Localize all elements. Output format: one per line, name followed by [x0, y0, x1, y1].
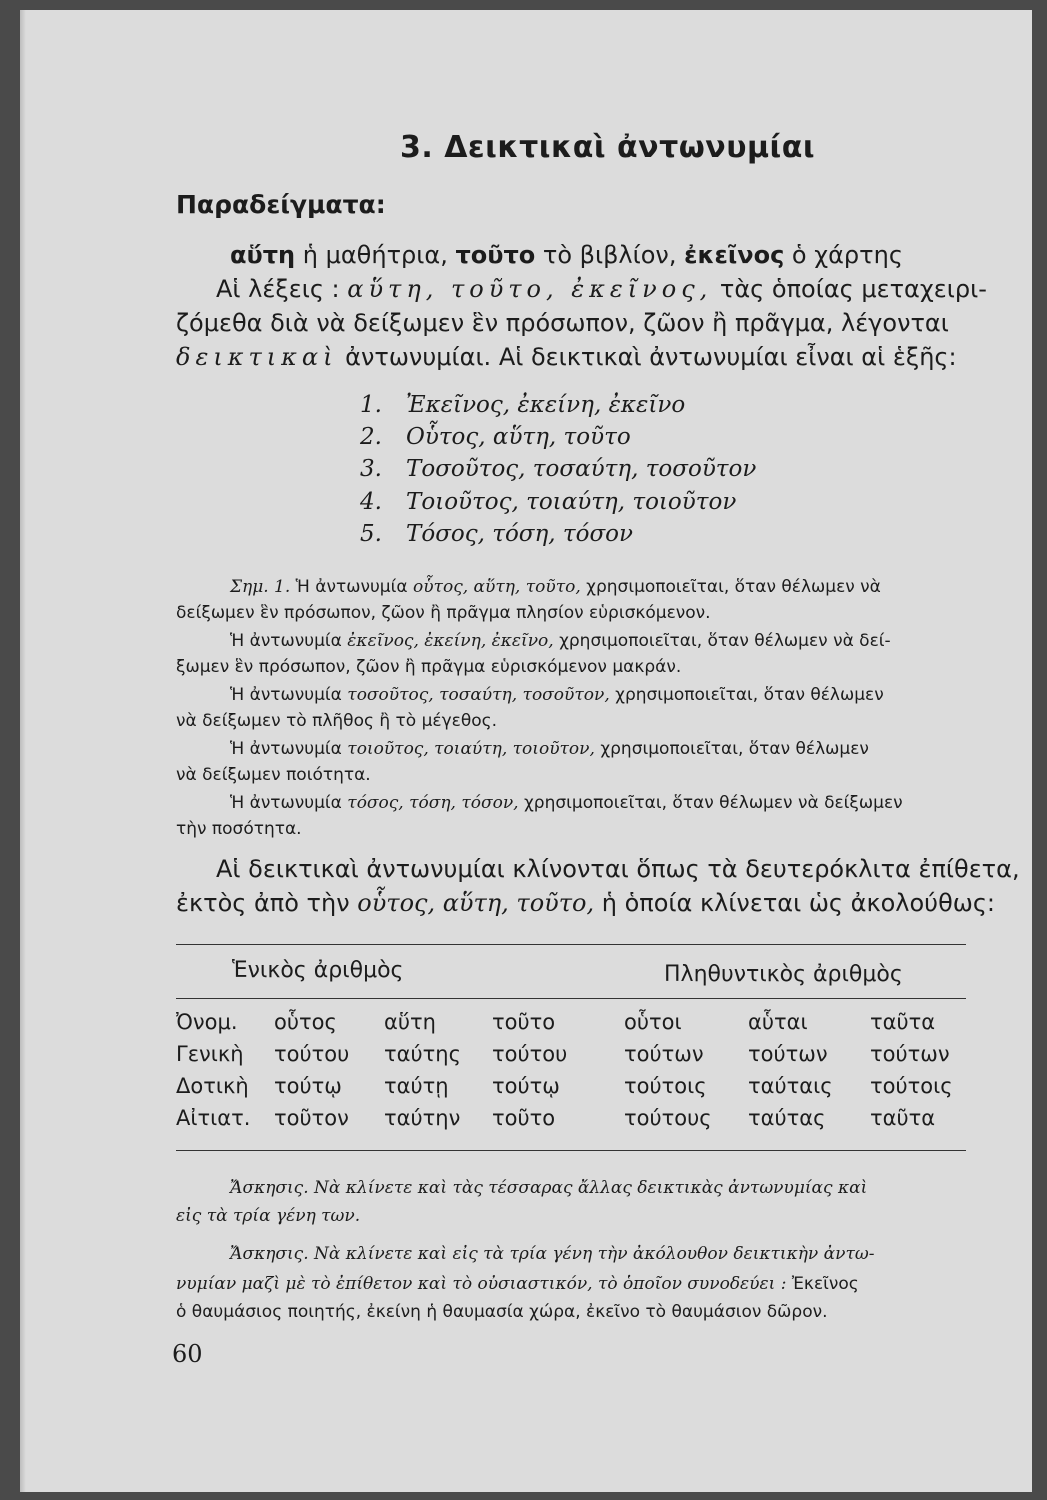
note-text: χρησιμοποιεῖται, ὅταν θέλωμεν νὰ δεί- — [553, 631, 891, 651]
example-line — [230, 238, 903, 272]
list-text: Τοσοῦτος, τοσαύτη, τοσοῦτον — [406, 456, 757, 482]
intro-line-1 — [216, 272, 987, 306]
example-text-1: ἡ μαθήτρια, — [295, 241, 456, 269]
table-cell: ταύτας — [748, 1106, 826, 1130]
note-5-line-2: τὴν ποσότητα. — [176, 819, 302, 839]
exercise-1-line-2: εἰς τὰ τρία γένη των. — [176, 1206, 361, 1226]
table-cell: ταύτης — [384, 1042, 461, 1066]
note-5-line-1 — [230, 790, 903, 816]
list-text: Οὗτος, αὕτη, τοῦτο — [406, 424, 631, 450]
case-label: Γενικὴ — [176, 1042, 244, 1066]
table-cell: ταῦτα — [870, 1106, 936, 1130]
exercise-2-line-1: Ἄσκησις. Νὰ κλίνετε καὶ εἰς τὰ τρία γένη τὴν ἀκόλουθον δεικτικὴν ἀντω- — [230, 1244, 875, 1264]
table-cell: τούτου — [492, 1042, 568, 1066]
note-2-line-1 — [230, 628, 891, 654]
note-text: χρησιμοποιεῖται, ὅταν θέλωμεν — [609, 685, 884, 705]
table-bottom-rule — [176, 1150, 966, 1151]
note-text: χρησιμοποιεῖται, ὅταν θέλωμεν νὰ δείξωμεν — [518, 793, 903, 813]
declension-text: ἐκτὸς ἀπὸ τὴν — [176, 889, 358, 917]
note-label: Σημ. 1. — [230, 577, 291, 597]
page-number: 60 — [172, 1340, 203, 1368]
case-label: Αἰτιατ. — [176, 1106, 251, 1130]
table-cell: τούτοις — [624, 1074, 707, 1098]
note-1-line-2: δείξωμεν ἓν πρόσωπον, ζῶον ἢ πρᾶγμα πλησίον εὑρισκόμενον. — [176, 603, 711, 623]
table-header-rule — [176, 998, 966, 999]
intro-line-2: ζόμεθα διὰ νὰ δείξωμεν ἓν πρόσωπον, ζῶον ἢ πρᾶγμα, λέγονται — [176, 309, 949, 337]
list-text: Ἐκεῖνος, ἐκείνη, ἐκεῖνο — [406, 392, 686, 418]
table-cell: τούτῳ — [492, 1074, 560, 1098]
table-cell: τούτων — [624, 1042, 704, 1066]
list-number: 4. — [360, 489, 382, 515]
intro-line-1-spaced: αὕτη, τοῦτο, ἐκεῖνος, — [347, 275, 713, 303]
example-word-1: αὕτη — [230, 241, 296, 269]
list-item — [360, 424, 631, 450]
table-cell: οὗτοι — [624, 1010, 682, 1034]
note-text: Ἡ ἀντωνυμία — [230, 631, 348, 651]
page-edge-shadow — [20, 10, 26, 1492]
table-cell: τούτοις — [870, 1074, 953, 1098]
list-number: 5. — [360, 521, 382, 547]
list-item — [360, 392, 685, 418]
table-cell: τούτους — [624, 1106, 712, 1130]
table-cell: ταῦτα — [870, 1010, 936, 1034]
note-3-line-1 — [230, 682, 884, 708]
exercise-1-line-1: Ἄσκησις. Νὰ κλίνετε καὶ τὰς τέσσαρας ἄλλας δεικτικὰς ἀντωνυμίας καὶ — [230, 1178, 868, 1198]
table-cell: τούτων — [870, 1042, 950, 1066]
table-cell: τοῦτον — [274, 1106, 349, 1130]
intro-line-1-c: τὰς ὁποίας μεταχειρι- — [712, 275, 987, 303]
declension-pronoun: οὗτος, αὕτη, τοῦτο, — [357, 889, 595, 917]
declension-line-1: Αἱ δεικτικαὶ ἀντωνυμίαι κλίνονται ὅπως τὰ δευτερόκλιτα ἐπίθετα, — [216, 855, 1020, 883]
note-pronoun: οὗτος, αὕτη, τοῦτο, — [412, 577, 581, 597]
table-cell: τούτου — [274, 1042, 350, 1066]
note-pronoun: τοιοῦτος, τοιαύτη, τοιοῦτον, — [347, 739, 595, 759]
intro-line-3 — [176, 340, 957, 374]
table-cell: αὕτη — [384, 1010, 436, 1034]
note-text: Ἡ ἀντωνυμία — [230, 739, 348, 759]
note-pronoun: τοσοῦτος, τοσαύτη, τοσοῦτον, — [347, 685, 610, 705]
list-number: 2. — [360, 424, 382, 450]
list-text: Τόσος, τόση, τόσον — [406, 521, 634, 547]
table-cell: τούτων — [748, 1042, 828, 1066]
case-label: Δοτικὴ — [176, 1074, 249, 1098]
exercise-text: νυμίαν μαζὶ μὲ τὸ ἐπίθετον καὶ τὸ οὐσιαστικόν, τὸ ὁποῖον συνοδεύει : — [176, 1274, 792, 1294]
example-word-2: τοῦτο — [455, 241, 536, 269]
table-cell: τούτῳ — [274, 1074, 342, 1098]
note-pronoun: τόσος, τόση, τόσον, — [347, 793, 519, 813]
intro-line-3-spaced: δεικτικαὶ — [176, 343, 338, 371]
intro-line-1-a: Αἱ λέξεις : — [216, 275, 348, 303]
note-text: χρησιμοποιεῖται, ὅταν θέλωμεν — [594, 739, 869, 759]
table-cell: ταύταις — [748, 1074, 833, 1098]
examples-label: Παραδείγματα: — [176, 190, 386, 219]
table-cell: αὗται — [748, 1010, 808, 1034]
intro-line-3-b: ἀντωνυμίαι. Αἱ δεικτικαὶ ἀντωνυμίαι εἶναι αἱ ἑξῆς: — [337, 343, 957, 371]
table-cell: ταύτῃ — [384, 1074, 449, 1098]
note-4-line-1 — [230, 736, 869, 762]
table-cell: τοῦτο — [492, 1010, 556, 1034]
table-cell: ταύτην — [384, 1106, 461, 1130]
case-label: Ὀνομ. — [176, 1010, 238, 1034]
exercise-2-line-3: ὁ θαυμάσιος ποιητής, ἐκείνη ἡ θαυμασία χώρα, ἐκεῖνο τὸ θαυμάσιον δῶρον. — [176, 1302, 828, 1322]
list-item — [360, 521, 633, 547]
declension-text: ἡ ὁποία κλίνεται ὡς ἀκολούθως: — [594, 889, 996, 917]
note-text: Ἡ ἀντωνυμία — [290, 577, 413, 597]
exercise-example: Ἐκεῖνος — [791, 1274, 859, 1294]
example-text-3: ὁ χάρτης — [784, 241, 903, 269]
plural-header: Πληθυντικὸς ἀριθμὸς — [664, 962, 903, 987]
declension-line-2 — [176, 886, 995, 920]
list-number: 3. — [360, 456, 382, 482]
section-title: 3. Δεικτικαὶ ἀντωνυμίαι — [400, 130, 816, 165]
singular-header: Ἑνικὸς ἀριθμὸς — [232, 958, 404, 983]
note-text: χρησιμοποιεῖται, ὅταν θέλωμεν νὰ — [580, 577, 881, 597]
example-word-3: ἐκεῖνος — [684, 241, 785, 269]
list-item — [360, 489, 736, 515]
note-4-line-2: νὰ δείξωμεν ποιότητα. — [176, 765, 371, 785]
note-text: Ἡ ἀντωνυμία — [230, 685, 348, 705]
table-cell: τοῦτο — [492, 1106, 556, 1130]
example-text-2: τὸ βιβλίον, — [535, 241, 685, 269]
list-text: Τοιοῦτος, τοιαύτη, τοιοῦτον — [406, 489, 737, 515]
note-3-line-2: νὰ δείξωμεν τὸ πλῆθος ἢ τὸ μέγεθος. — [176, 711, 498, 731]
table-top-rule — [176, 944, 966, 945]
table-cell: οὗτος — [274, 1010, 337, 1034]
note-2-line-2: ξωμεν ἓν πρόσωπον, ζῶον ἢ πρᾶγμα εὑρισκόμενον μακράν. — [176, 657, 682, 677]
note-1-line-1 — [230, 574, 881, 600]
exercise-2-line-2 — [176, 1274, 859, 1294]
note-pronoun: ἐκεῖνος, ἐκείνη, ἐκεῖνο, — [347, 631, 554, 651]
list-item — [360, 456, 756, 482]
note-text: Ἡ ἀντωνυμία — [230, 793, 348, 813]
list-number: 1. — [360, 392, 382, 418]
